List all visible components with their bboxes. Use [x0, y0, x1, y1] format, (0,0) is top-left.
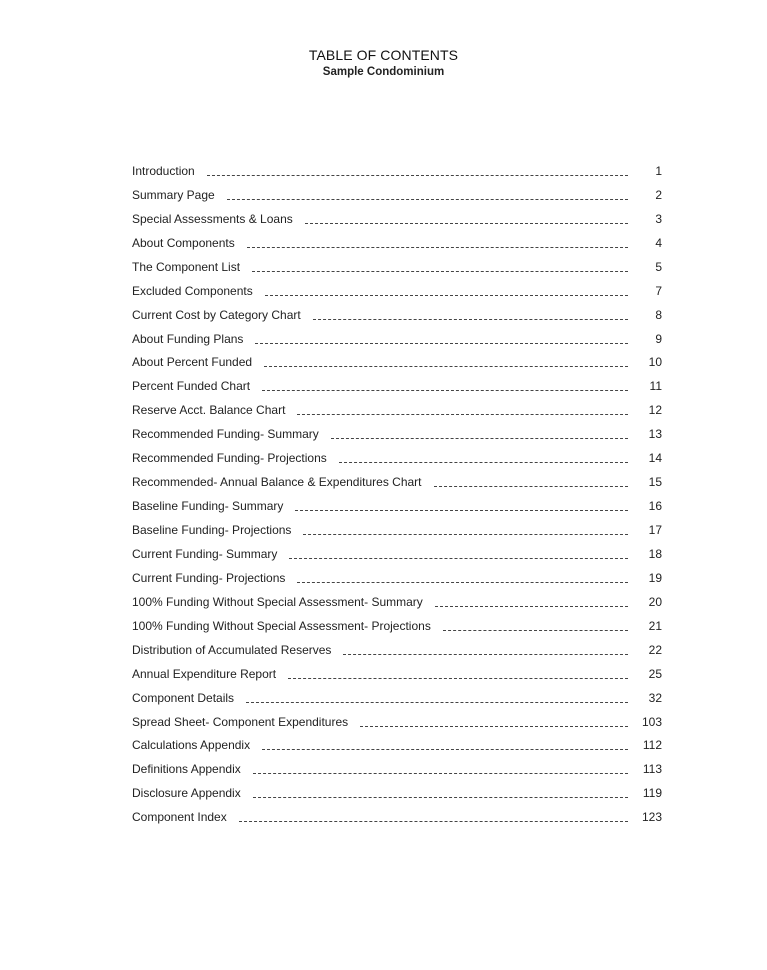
- toc-entry[interactable]: [132, 706, 662, 730]
- toc-dot-leader: [207, 175, 628, 176]
- toc-entry[interactable]: [132, 251, 662, 275]
- toc-entry-page-number: 1: [655, 163, 662, 178]
- toc-entry-label: Baseline Funding- Summary: [132, 499, 284, 514]
- toc-dot-leader: [247, 247, 628, 248]
- toc-entry[interactable]: [132, 658, 662, 682]
- toc-entry-label: Definitions Appendix: [132, 762, 241, 777]
- toc-entry-page-number: 19: [648, 570, 662, 585]
- toc-entry-label: Current Funding- Projections: [132, 570, 286, 585]
- toc-dot-leader: [305, 223, 628, 224]
- toc-dot-leader: [360, 726, 628, 727]
- toc-dot-leader: [331, 438, 628, 439]
- toc-entry-label: Reserve Acct. Balance Chart: [132, 403, 286, 418]
- toc-entry-label: Baseline Funding- Projections: [132, 523, 292, 537]
- toc-entry-page-number: 12: [648, 403, 662, 418]
- toc-entry[interactable]: [132, 634, 662, 658]
- toc-entry-page-number: 113: [642, 762, 662, 777]
- toc-entry-page-number: 123: [641, 810, 662, 825]
- toc-entry[interactable]: [132, 418, 662, 442]
- toc-entry[interactable]: [132, 299, 662, 323]
- toc-entry-label: About Percent Funded: [132, 355, 253, 370]
- toc-entry[interactable]: [132, 610, 662, 634]
- toc-entry-page-number: 25: [648, 666, 662, 681]
- toc-entry-page-number: 2: [655, 187, 662, 202]
- toc-dot-leader: [443, 630, 628, 631]
- toc-entry-page-number: 112: [642, 738, 662, 753]
- toc-entry[interactable]: [132, 155, 662, 179]
- toc-entry-page-number: 32: [648, 690, 662, 705]
- toc-entry-page-number: 21: [648, 618, 662, 633]
- toc-dot-leader: [227, 199, 628, 200]
- toc-dot-leader: [252, 271, 628, 272]
- document-header: [0, 46, 767, 80]
- toc-entry-label: Spread Sheet- Component Expenditures: [132, 714, 349, 729]
- toc-entry-page-number: 13: [648, 427, 662, 442]
- toc-entry[interactable]: [132, 730, 662, 754]
- toc-entry-label: Component Index: [132, 810, 227, 825]
- toc-entry-label: Summary Page: [132, 187, 215, 202]
- toc-entry-page-number: 4: [655, 235, 662, 250]
- toc-entry[interactable]: [132, 394, 662, 418]
- toc-entry[interactable]: [132, 682, 662, 706]
- toc-entry-page-number: 119: [642, 786, 662, 801]
- toc-entry[interactable]: [132, 275, 662, 299]
- toc-entry-page-number: 20: [648, 594, 662, 609]
- toc-entry-page-number: 15: [648, 475, 662, 490]
- page-title: TABLE OF CONTENTS: [308, 47, 459, 63]
- toc-dot-leader: [435, 606, 628, 607]
- toc-entry-label: 100% Funding Without Special Assessment- Summary: [132, 594, 423, 609]
- toc-entry-label: Recommended Funding- Summary: [132, 427, 319, 442]
- toc-entry-label: 100% Funding Without Special Assessment- Projections: [132, 618, 431, 633]
- toc-entry-page-number: 9: [655, 331, 662, 346]
- toc-dot-leader: [339, 462, 628, 463]
- toc-entry-page-number: 14: [648, 451, 662, 466]
- toc-entry-label: About Components: [132, 235, 235, 250]
- toc-dot-leader: [297, 414, 628, 415]
- toc-entry-label: Distribution of Accumulated Reserves: [132, 642, 332, 657]
- toc-dot-leader: [255, 343, 628, 344]
- toc-dot-leader: [253, 773, 628, 774]
- toc-entry[interactable]: [132, 370, 662, 394]
- toc-entry-label: Annual Expenditure Report: [132, 666, 277, 681]
- toc-entry[interactable]: [132, 538, 662, 562]
- toc-dot-leader: [295, 510, 628, 511]
- toc-entry-page-number: 7: [655, 283, 662, 298]
- toc-entry-label: Component Details: [132, 690, 235, 705]
- toc-entry-page-number: 11: [649, 379, 662, 394]
- toc-entry-label: Special Assessments & Loans: [132, 211, 293, 226]
- toc-dot-leader: [253, 797, 628, 798]
- toc-entry-label: Introduction: [132, 163, 195, 178]
- toc-entry-page-number: 10: [648, 355, 662, 370]
- toc-dot-leader: [246, 702, 628, 703]
- toc-entry[interactable]: [132, 203, 662, 227]
- toc-dot-leader: [262, 749, 628, 750]
- toc-entry[interactable]: [132, 777, 662, 801]
- toc-entry-page-number: 16: [648, 499, 662, 514]
- toc-entry[interactable]: [132, 514, 662, 538]
- toc-entry[interactable]: [132, 442, 662, 466]
- toc-entry[interactable]: [132, 347, 662, 371]
- toc-entry[interactable]: [132, 753, 662, 777]
- toc-dot-leader: [239, 821, 628, 822]
- toc-entry[interactable]: [132, 227, 662, 251]
- toc-dot-leader: [288, 678, 628, 679]
- toc-dot-leader: [303, 534, 628, 535]
- toc-entry-page-number: 8: [655, 307, 662, 322]
- toc-entry-label: Percent Funded Chart: [132, 379, 251, 394]
- table-of-contents: [132, 155, 662, 825]
- toc-entry-page-number: 103: [641, 714, 662, 729]
- toc-entry-label: Excluded Components: [132, 283, 253, 298]
- toc-entry-page-number: 18: [648, 546, 662, 561]
- toc-entry[interactable]: [132, 490, 662, 514]
- toc-dot-leader: [265, 295, 628, 296]
- toc-entry[interactable]: [132, 586, 662, 610]
- toc-entry[interactable]: [132, 562, 662, 586]
- toc-dot-leader: [313, 319, 628, 320]
- toc-entry-page-number: 17: [648, 523, 662, 537]
- toc-entry-label: Current Cost by Category Chart: [132, 307, 301, 322]
- toc-entry-page-number: 3: [655, 211, 662, 226]
- toc-dot-leader: [434, 486, 629, 487]
- toc-entry-page-number: 22: [648, 642, 662, 657]
- toc-dot-leader: [289, 558, 628, 559]
- toc-entry-label: Current Funding- Summary: [132, 546, 278, 561]
- page-subtitle: Sample Condominium: [322, 66, 445, 78]
- toc-entry[interactable]: [132, 323, 662, 347]
- toc-dot-leader: [297, 582, 628, 583]
- toc-entry[interactable]: [132, 179, 662, 203]
- toc-entry[interactable]: [132, 801, 662, 825]
- toc-dot-leader: [343, 654, 628, 655]
- toc-entry-page-number: 5: [655, 259, 662, 274]
- toc-entry-label: Recommended- Annual Balance & Expenditures Chart: [132, 475, 422, 490]
- toc-dot-leader: [262, 390, 628, 391]
- toc-entry-label: The Component List: [132, 259, 241, 274]
- toc-entry-label: About Funding Plans: [132, 331, 244, 346]
- toc-entry-label: Calculations Appendix: [132, 738, 251, 753]
- toc-dot-leader: [264, 366, 628, 367]
- toc-entry-label: Recommended Funding- Projections: [132, 451, 327, 466]
- toc-entry-label: Disclosure Appendix: [132, 786, 241, 801]
- toc-entry[interactable]: [132, 466, 662, 490]
